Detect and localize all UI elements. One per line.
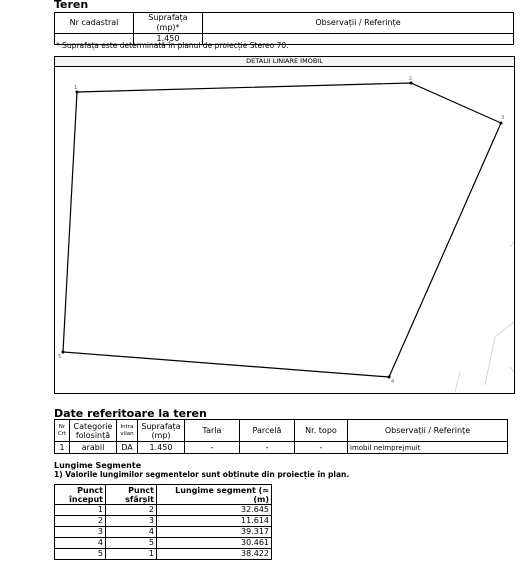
date-teren-header-parcela: Parcelă xyxy=(240,420,295,442)
parcel-boundary xyxy=(63,83,501,377)
section-title-teren: Teren xyxy=(54,0,89,11)
teren-header-nr-cadastral: Nr cadastral xyxy=(55,13,134,34)
vertex-label-5: 5 xyxy=(58,354,62,360)
segmente-cell-end: 1 xyxy=(106,549,157,560)
plan-frame xyxy=(54,56,515,394)
neighbour-line-c xyxy=(495,322,514,337)
date-teren-header-suprafata: Suprafața (mp) xyxy=(138,420,185,442)
date-teren-cell-nr-crt: 1 xyxy=(55,442,70,454)
segmente-row xyxy=(55,549,272,560)
date-teren-cell-categorie: arabil xyxy=(70,442,117,454)
segmente-header-lungime: Lungime segment (≈ (m) xyxy=(157,485,272,505)
date-teren-cell-suprafata: 1.450 xyxy=(138,442,185,454)
date-teren-cell-nr-topo: - xyxy=(295,442,348,454)
neighbour-line-e xyxy=(510,367,514,372)
section-title-date-teren: Date referitoare la teren xyxy=(54,407,207,420)
segmente-row xyxy=(55,505,272,516)
date-teren-header-categorie: Categorie folosință xyxy=(70,420,117,442)
plan-title: DETALII LINIARE IMOBIL xyxy=(55,57,514,67)
segmente-cell-length: 38.422 xyxy=(157,549,272,560)
segmente-header-punct-inceput: Punct început xyxy=(55,485,106,505)
segmente-row xyxy=(55,516,272,527)
vertex-marker-5 xyxy=(62,351,65,354)
segmente-cell-start: 2 xyxy=(55,516,106,527)
segmente-cell-length: 32.645 xyxy=(157,505,272,516)
vertex-label-2: 2 xyxy=(409,76,413,82)
neighbour-line-d xyxy=(455,372,460,392)
vertex-marker-3 xyxy=(500,122,503,125)
date-teren-cell-observatii: imobil neimprejmuit xyxy=(348,442,508,454)
vertex-label-3: 3 xyxy=(501,115,505,121)
date-teren-header-nr-crt: Nr Crt xyxy=(55,420,70,442)
segmente-cell-end: 2 xyxy=(106,505,157,516)
vertex-label-4: 4 xyxy=(391,379,395,385)
section-title-segmente: Lungime Segmente xyxy=(54,461,142,470)
teren-footnote: * Suprafața este determinată în planul de proiecție Stereo 70. xyxy=(56,41,289,50)
teren-cell-suprafata: 1.450 xyxy=(134,34,203,45)
teren-header-suprafata: Suprafața (mp)* xyxy=(134,13,203,34)
segmente-cell-end: 3 xyxy=(106,516,157,527)
date-teren-cell-tarla: - xyxy=(185,442,240,454)
segmente-cell-start: 1 xyxy=(55,505,106,516)
vertex-label-1: 1 xyxy=(74,85,78,91)
segmente-table xyxy=(54,484,272,560)
segmente-cell-length: 30.461 xyxy=(157,538,272,549)
segmente-subtitle: 1) Valorile lungimilor segmentelor sunt obținute din proiecție în plan. xyxy=(54,470,350,479)
segmente-cell-length: 39.317 xyxy=(157,527,272,538)
date-teren-header-tarla: Tarla xyxy=(185,420,240,442)
date-teren-cell-parcela: - xyxy=(240,442,295,454)
segmente-cell-start: 5 xyxy=(55,549,106,560)
neighbour-line-b xyxy=(485,337,495,385)
segmente-cell-start: 4 xyxy=(55,538,106,549)
date-teren-header-intravilan: Intra vilan xyxy=(117,420,138,442)
segmente-cell-start: 3 xyxy=(55,527,106,538)
teren-header-observatii: Observații / Referințe xyxy=(203,13,514,34)
segmente-row xyxy=(55,538,272,549)
segmente-cell-length: 11.614 xyxy=(157,516,272,527)
segmente-cell-end: 4 xyxy=(106,527,157,538)
segmente-header-punct-sfarsit: Punct sfârșit xyxy=(106,485,157,505)
date-teren-cell-intravilan: DA xyxy=(117,442,138,454)
segmente-row xyxy=(55,527,272,538)
date-teren-header-observatii: Observații / Referințe xyxy=(348,420,508,442)
date-teren-table xyxy=(54,419,508,454)
plan-svg xyxy=(55,67,514,393)
segmente-cell-end: 5 xyxy=(106,538,157,549)
neighbour-line-a xyxy=(510,242,514,247)
date-teren-header-nr-topo: Nr. topo xyxy=(295,420,348,442)
